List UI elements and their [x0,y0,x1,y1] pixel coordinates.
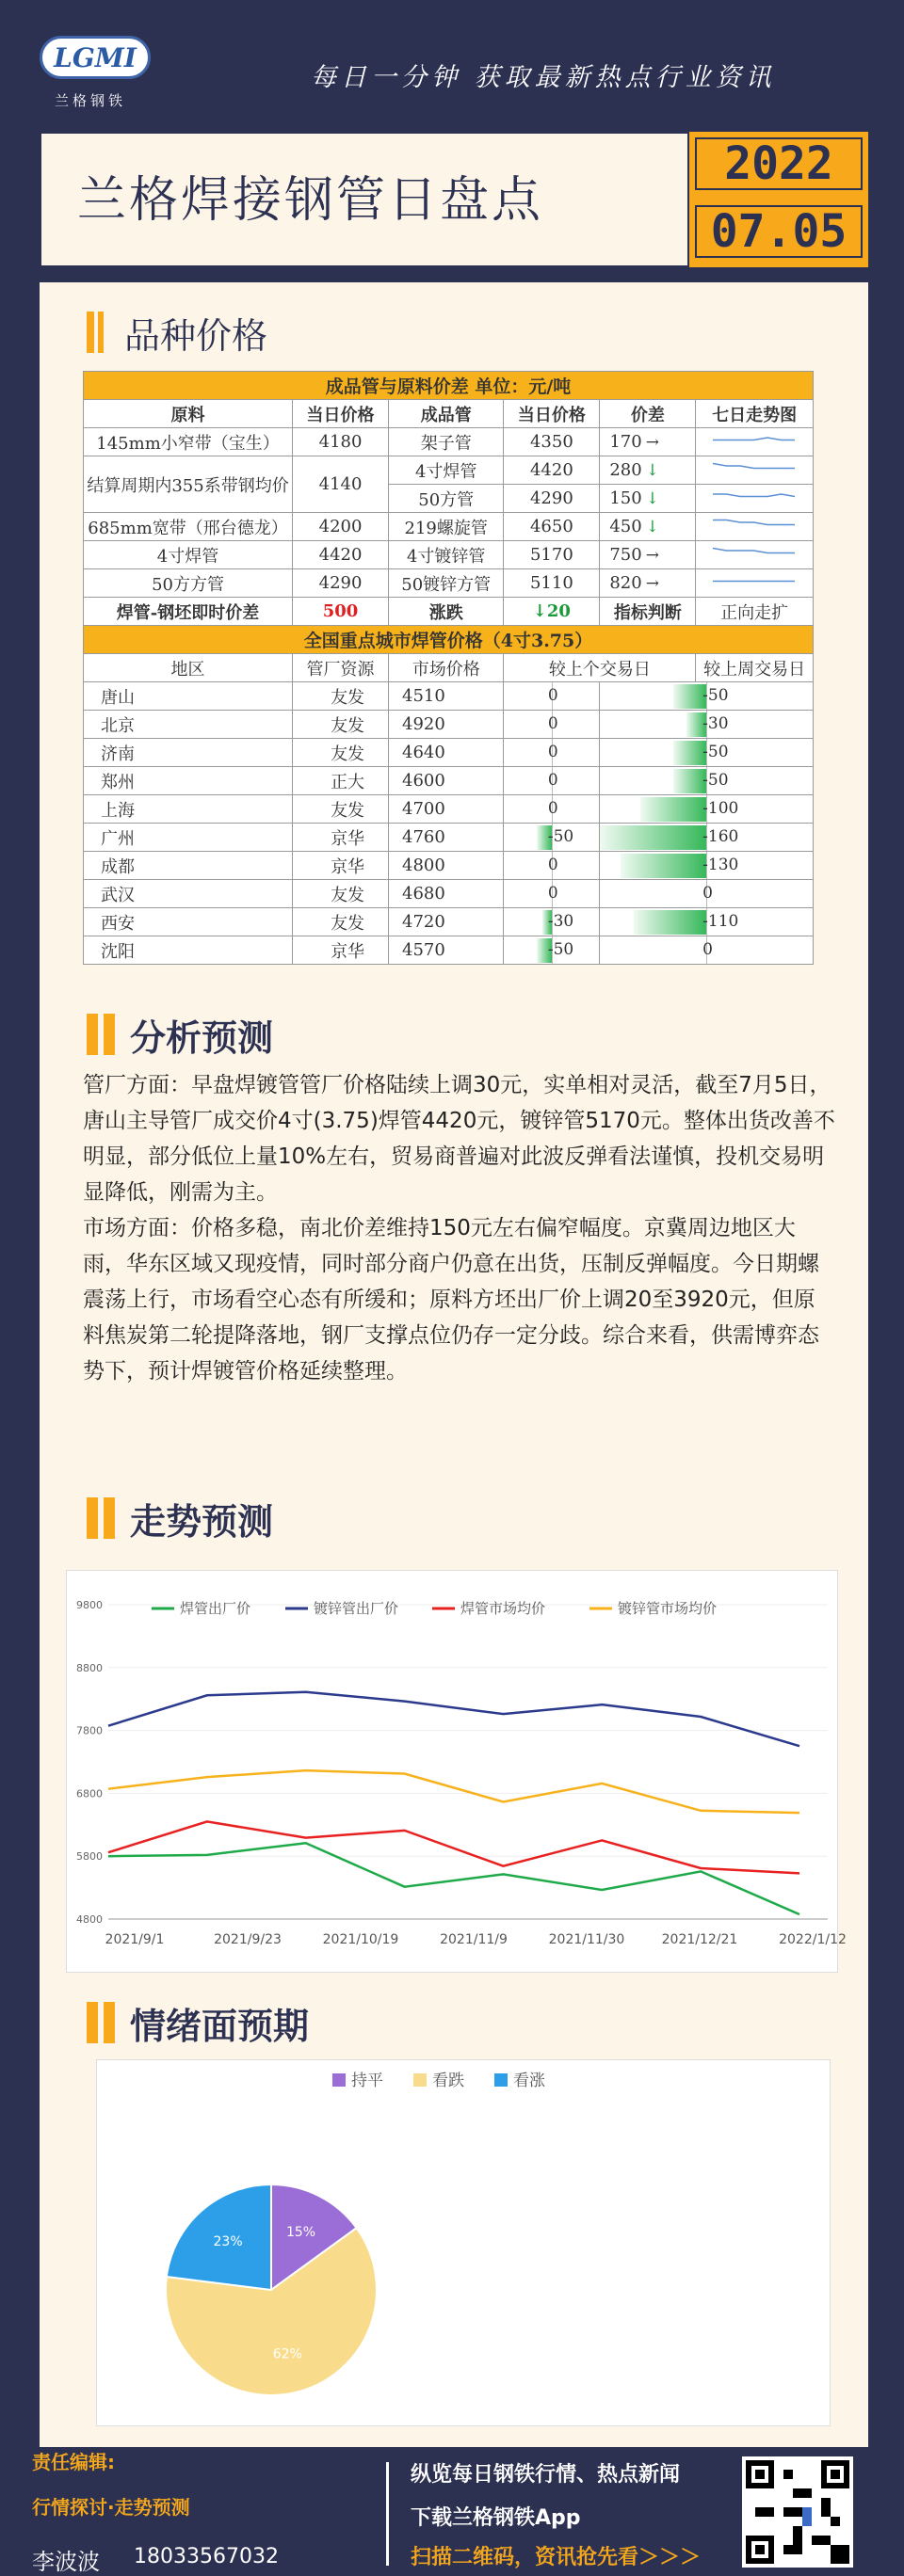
section-trend [87,1495,273,1542]
change-value: -50 [702,771,729,790]
product: 架子管 [389,428,504,456]
judge-value: 正向走扩 [696,598,814,626]
product-price: 4650 [504,513,600,541]
column-header: 当日价格 [504,400,600,428]
section-bar [104,1014,115,1055]
raw-price: 4290 [293,569,389,598]
change-value: 0 [547,686,558,705]
diff-value: 820 [609,573,642,593]
market-price: 4680 [389,880,504,908]
mill-source: 友发 [293,908,389,936]
column-header: 市场价格 [389,654,504,682]
change-cell [600,711,814,739]
mill-source: 正大 [293,767,389,795]
change-bar [673,741,706,765]
column-header: 较上周交易日 [696,654,814,682]
raw-price: 4180 [293,428,389,456]
change-cell [504,908,600,936]
sparkline-chart [707,428,801,451]
section-analysis [87,1011,273,1058]
slogan: 每日一分钟 获取最新热点行业资讯 [311,63,776,92]
analysis-para-1: 管厂方面：早盘焊镀管管厂价格陆续上调30元，实单相对灵活，截至7月5日，唐山主导管厂成交价4寸(3.75)焊管4420元，镀锌管5170元。整体出货改善不明显，部分低位上量10%左右，贸易商普遍对此波反弹看法谨慎，投机交易明显降低，刚需为主。 [83,1073,835,1205]
market-price: 4760 [389,824,504,852]
change-bar [621,854,707,878]
table-row [84,569,814,598]
legend-label: 焊管出厂价 [180,1600,251,1617]
market-price: 4920 [389,711,504,739]
y-tick-label: 8800 [76,1661,103,1674]
sparkline [713,464,795,469]
diff-value: 170 [609,432,642,452]
table-title-row [84,626,814,654]
promo-line-2: 下载兰格钢铁App [411,2506,581,2530]
sparkline [696,541,814,569]
change-cell [600,908,814,936]
y-tick-label: 6800 [76,1787,103,1800]
lgmi-logo: LGMI [40,36,151,79]
column-header: 七日走势图 [696,400,814,428]
title-box [40,132,689,267]
series-line [108,1821,799,1873]
change-value: 0 [702,940,713,959]
mill-source: 京华 [293,824,389,852]
change-value: -50 [547,940,574,959]
mill-source: 友发 [293,711,389,739]
change-bar [600,825,706,850]
raw-price: 4200 [293,513,389,541]
diff-value: 450 [609,517,642,536]
city: 唐山 [84,682,293,711]
sentiment-chart [96,2059,831,2426]
column-header: 价差 [600,400,696,428]
editor-phone: 18033567032 [134,2545,279,2568]
change-value: 0 [547,714,558,733]
trend-chart [66,1570,847,1973]
sparkline [696,428,814,456]
table-row [84,513,814,541]
change-cell [504,824,600,852]
y-tick-label: 9800 [76,1599,103,1611]
diff-value: 280 [609,460,642,480]
mill-source: 京华 [293,936,389,965]
product: 4寸焊管 [389,456,504,485]
sparkline-chart [707,569,801,592]
x-tick-label: 2021/12/21 [661,1932,738,1947]
table-header-row [84,654,814,682]
raw-material: 145mm小窄带（宝生） [84,428,293,456]
raw-material: 685mm宽带（邢台德龙） [84,513,293,541]
city: 济南 [84,739,293,767]
change-value: 0 [547,884,558,903]
x-tick-label: 2021/9/1 [105,1932,165,1947]
content-card [40,282,868,2447]
column-header: 较上个交易日 [504,654,696,682]
change-cell [600,795,814,824]
sparkline [713,494,795,497]
section-bar [87,1497,98,1539]
table-title: 全国重点城市焊管价格（4寸3.75） [84,626,814,654]
change-value: -110 [702,912,739,931]
promo-line-3: 扫描二维码，资讯抢先看＞＞＞ [411,2546,702,2569]
judge-label: 指标判断 [600,598,696,626]
section-price [87,309,267,356]
change-cell [600,824,814,852]
summary-row [84,598,814,626]
price-table [83,371,814,965]
legend-label: 镀锌管市场均价 [618,1600,718,1617]
raw-material: 4寸焊管 [84,541,293,569]
section-bar [104,2002,115,2043]
product-price: 4350 [504,428,600,456]
analysis-para-2: 市场方面：价格多稳，南北价差维持150元左右偏窄幅度。京冀周边地区大雨，华东区域又现疫情，同时部分商户仍意在出货，压制反弹幅度。今日期螺震荡上行，市场看空心态有所缓和；原料方坯出厂价上调20至3920元，但原料焦炭第二轮提降落地，钢厂支撑点位仍存一定分歧。综合来看，供需博弈态势下，预计焊镀管价格延续整理。 [83,1216,819,1384]
raw-material: 结算周期内355系带钢均价 [84,456,293,513]
price-diff [600,569,696,598]
raw-price: 4420 [293,541,389,569]
header [0,0,904,282]
change-cell [600,682,814,711]
change-cell [600,880,814,908]
table-title-row [84,372,814,400]
sparkline-chart [707,541,801,564]
diff-value: 150 [609,488,642,508]
slice-label: 23% [213,2233,243,2249]
change-cell [504,852,600,880]
section-bar [87,1014,98,1055]
raw-price: 4140 [293,456,389,513]
sparkline-chart [707,513,801,536]
raw-material: 50方方管 [84,569,293,598]
column-header: 原料 [84,400,293,428]
product: 50镀锌方管 [389,569,504,598]
change-bar [640,797,707,822]
change-value: 0 [547,771,558,790]
mill-source: 友发 [293,739,389,767]
legend-swatch [332,2073,346,2087]
date-month-day: 07.05 [695,205,863,258]
legend-label: 镀锌管出厂价 [314,1600,399,1617]
legend-label: 焊管市场均价 [460,1600,546,1617]
market-price: 4800 [389,852,504,880]
change-value: -130 [702,856,739,874]
change-value: -50 [702,743,729,761]
change-cell [600,936,814,965]
change-cell [504,795,600,824]
section-sentiment [87,1999,309,2046]
change-cell [504,936,600,965]
editor-label: 责任编辑: [32,2451,115,2473]
product-price: 5170 [504,541,600,569]
sentiment-chart-svg [97,2060,831,2427]
section-bar [98,312,104,353]
price-diff [600,513,696,541]
product: 50方管 [389,485,504,513]
logo-subtitle: 兰格钢铁 [55,92,127,109]
change-cell [504,682,600,711]
change-value: 0 [547,856,558,874]
arrow-right-icon: → [645,546,659,565]
column-header: 管厂资源 [293,654,389,682]
x-tick-label: 2021/11/30 [548,1932,625,1947]
legend-label: 持平 [351,2072,383,2090]
slice-label: 62% [272,2346,302,2362]
x-tick-label: 2021/9/23 [214,1932,282,1947]
table-header-row [84,400,814,428]
date-box [689,132,868,267]
arrow-down-icon: ↓ [645,461,659,480]
section-title: 品种价格 [124,314,268,357]
series-line [108,1692,799,1746]
section-bar [87,2002,98,2043]
sparkline [696,513,814,541]
arrow-right-icon: → [645,433,659,452]
section-title: 情绪面预期 [130,2005,310,2047]
change-cell [600,852,814,880]
sparkline [696,485,814,513]
product: 219螺旋管 [389,513,504,541]
legend-label: 看跌 [432,2072,464,2090]
change-value: -30 [702,714,729,733]
change-value: 0 [702,884,713,903]
city-row [84,908,814,936]
x-tick-label: 2021/11/9 [440,1932,508,1947]
change-value: 0 [547,743,558,761]
product: 4寸镀锌管 [389,541,504,569]
change-value: 0 [547,799,558,818]
change-cell [600,767,814,795]
change-cell [600,739,814,767]
arrow-down-icon: ↓ [645,518,659,536]
product-price: 4290 [504,485,600,513]
change-cell [504,739,600,767]
city-row [84,880,814,908]
section-bar [104,1497,115,1539]
market-price: 4640 [389,739,504,767]
sparkline [696,569,814,598]
city: 北京 [84,711,293,739]
city: 郑州 [84,767,293,795]
table-row [84,541,814,569]
change-cell [504,711,600,739]
arrow-down-icon: ↓ [645,489,659,508]
column-header: 当日价格 [293,400,389,428]
mill-source: 友发 [293,880,389,908]
x-tick-label: 2022/1/12 [779,1932,847,1947]
table-title: 成品管与原料价差 单位：元/吨 [84,372,814,400]
table-row [84,456,814,485]
city-row [84,711,814,739]
market-price: 4700 [389,795,504,824]
y-tick-label: 7800 [76,1724,103,1737]
slice-label: 15% [285,2225,316,2241]
column-header: 成品管 [389,400,504,428]
market-price: 4600 [389,767,504,795]
legend-swatch [494,2073,508,2087]
market-price: 4570 [389,936,504,965]
mill-source: 京华 [293,852,389,880]
spread-value: 500 [293,598,389,626]
price-diff [600,428,696,456]
change-value: -50 [547,827,574,846]
city: 武汉 [84,880,293,908]
footer [0,2447,904,2573]
editor-role: 行情探讨·走势预测 [32,2496,190,2519]
city-row [84,936,814,965]
y-tick-label: 5800 [76,1850,103,1864]
sparkline [696,456,814,485]
price-diff [600,456,696,485]
arrow-right-icon: → [645,574,659,593]
sparkline [713,549,795,553]
mill-source: 友发 [293,795,389,824]
x-tick-label: 2021/10/19 [322,1932,399,1947]
analysis-text [83,1067,836,1389]
date-year: 2022 [695,137,863,190]
city-row [84,795,814,824]
series-line [108,1843,799,1914]
sparkline [713,438,795,440]
change-bar [673,684,706,709]
market-price: 4720 [389,908,504,936]
trend-chart-svg [67,1571,847,1974]
diff-value: 750 [609,545,642,565]
city: 沈阳 [84,936,293,965]
legend-label: 看涨 [513,2072,545,2090]
change-value: -50 [702,686,729,705]
city-row [84,767,814,795]
city: 上海 [84,795,293,824]
qr-code[interactable] [742,2456,853,2568]
product-price: 5110 [504,569,600,598]
promo-line-1: 纵览每日钢铁行情、热点新闻 [411,2463,681,2487]
page-title: 兰格焊接钢管日盘点 [77,172,544,229]
sparkline-chart [707,485,801,507]
change-bar [673,769,706,793]
city-row [84,739,814,767]
y-tick-label: 4800 [76,1913,103,1926]
spread-label: 焊管-钢坯即时价差 [84,598,293,626]
city: 成都 [84,852,293,880]
divider [386,2462,389,2566]
city-row [84,852,814,880]
change-cell [504,767,600,795]
section-bar [87,312,94,353]
change-value: -30 [547,912,574,931]
city: 西安 [84,908,293,936]
sparkline-chart [707,456,801,479]
product-price: 4420 [504,456,600,485]
city-row [84,824,814,852]
market-price: 4510 [389,682,504,711]
series-line [108,1770,799,1813]
change-label: 涨跌 [389,598,504,626]
change-cell [504,880,600,908]
qr-code-icon [746,2460,849,2564]
section-title: 分析预测 [130,1016,274,1059]
table-row [84,428,814,456]
sparkline [713,520,795,525]
editor-name: 李波波 [32,2549,100,2575]
city: 广州 [84,824,293,852]
price-diff [600,485,696,513]
change-value: -160 [702,827,739,846]
mill-source: 友发 [293,682,389,711]
city-row [84,682,814,711]
change-value: -100 [702,799,739,818]
change-bar [634,910,707,935]
price-diff [600,541,696,569]
column-header: 地区 [84,654,293,682]
change-value: ↓20 [504,598,600,626]
section-title: 走势预测 [130,1500,274,1543]
legend-swatch [413,2073,427,2087]
